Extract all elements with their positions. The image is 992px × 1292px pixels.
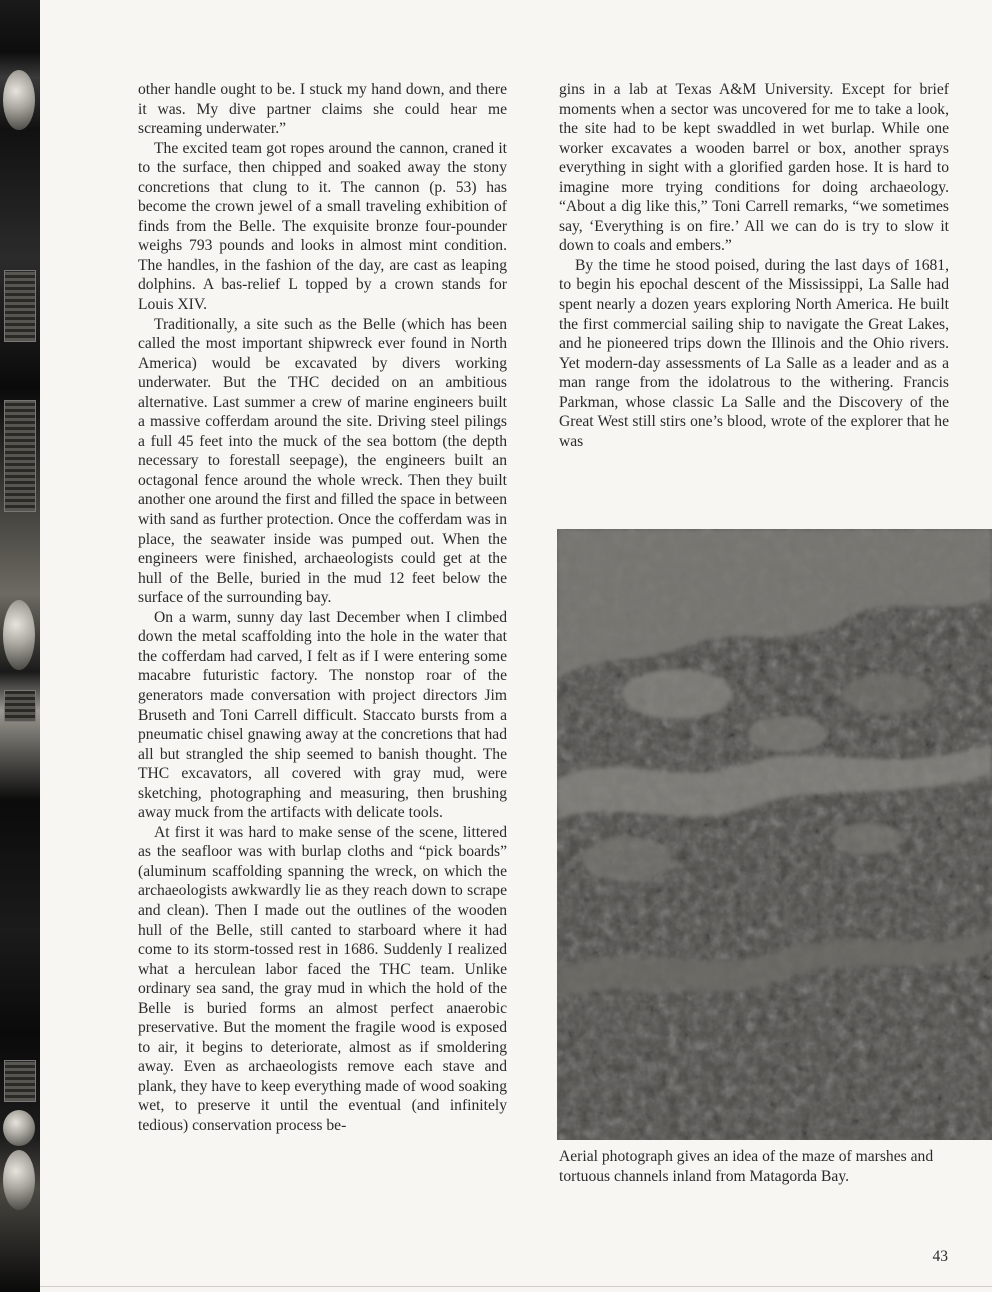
paragraph: gins in a lab at Texas A&M University. Except for brief moments when a sector was uncovered for me to take a look, the site had to be kept swaddled in wet burlap. While one worker excavates a wooden barrel or box, another sprays everything in sight with a glorified garden hose. It is hard to imagine more trying conditions for doing archaeology. “About a dig like this,” Toni Carrell remarks, “we sometimes say, ‘Everything is on fire.’ All we can do is try to slow it down to coals and embers.” bbox=[559, 81, 949, 255]
page-number: 43 bbox=[932, 1248, 948, 1265]
paragraph: Traditionally, a site such as the Belle (which has been called the most important shipwreck ever found in North America) would be excavated by divers working underwater. But the THC decided on an ambitious alternative. Last summer a crew of marine engineers built a massive cofferdam around the site. Driving steel pilings a full 45 feet into the muck of the sea bottom (the depth necessary to forestall seepage), the engineers built an octagonal fence around the whole wreck. Then they built another one around the first and filled the space in between with sand as further protection. Once the cofferdam was in place, the seawater inside was pumped out. When the engineers were finished, archaeologists could get at the hull of the Belle, buried in the mud 12 feet below the surface of the surrounding bay. bbox=[138, 315, 507, 607]
paragraph: On a warm, sunny day last December when I climbed down the metal scaffolding into the hole in the water that the cofferdam had carved, I felt as if I were entering some macabre futuristic factory. The nonstop roar of the generators made conversation with project directors Jim Bruseth and Toni Carrell difficult. Staccato bursts from a pneumatic chisel gnawing away at the concretions that had all but strangled the ship seemed to banish thought. The THC excavators, all covered with gray mud, were sketching, photographing and measuring, then brushing away muck from the artifacts with delicate tools. bbox=[138, 608, 507, 822]
photo-caption: Aerial photograph gives an idea of the maze of marshes and tortuous channels inland from Matagorda Bay. bbox=[559, 1148, 934, 1185]
aerial-photograph bbox=[557, 529, 992, 1140]
paragraph: At first it was hard to make sense of the scene, littered as the seafloor was with burlap cloths and “pick boards” (aluminum scaffolding spanning the wreck, on which the archaeologists awkwardly lie as they reach down to scrape and clean). Then I made out the outlines of the wooden hull of the Belle, still canted to starboard where it had come to its storm-tossed rest in 1686. Suddenly I realized what a herculean labor faced the THC team. Unlike ordinary sea sand, the gray mud in which the hold of the Belle is buried forms an almost perfect anaerobic preservative. But the moment the fragile wood is exposed to air, it begins to deteriorate, almost as if smoldering away. Even as archaeologists remove each stave and plank, they have to keep everything made of wood soaking wet, to preserve it until the eventual (and infinitely tedious) conservation process be- bbox=[138, 823, 507, 1134]
page-bottom-edge bbox=[40, 1286, 992, 1287]
left-text-column bbox=[138, 80, 507, 1136]
facing-page-edge-image bbox=[0, 0, 40, 1292]
paragraph: By the time he stood poised, during the last days of 1681, to begin his epochal descent of the Mississippi, La Salle had spent nearly a dozen years exploring North America. He built the first commercial sailing ship to navigate the Great Lakes, and he pioneered trips down the Illinois and the Ohio rivers. Yet modern-day assessments of La Salle as a leader and as a man range from the idolatrous to the withering. Francis Parkman, whose classic La Salle and the Discovery of the Great West still stirs one’s blood, wrote of the explorer that he was bbox=[559, 256, 949, 450]
right-text-column bbox=[559, 80, 949, 451]
paragraph: other handle ought to be. I stuck my hand down, and there it was. My dive partner claims she could hear me screaming underwater.” bbox=[138, 81, 507, 138]
paragraph: The excited team got ropes around the cannon, craned it to the surface, then chipped and soaked away the stony concretions that clung to it. The cannon (p. 53) has become the crown jewel of a small traveling exhibition of finds from the Belle. The exquisite bronze four-pounder weighs 793 pounds and looks in almost mint condition. The handles, in the fashion of the day, are cast as leaping dolphins. A bas-relief L topped by a crown stands for Louis XIV. bbox=[138, 139, 507, 314]
